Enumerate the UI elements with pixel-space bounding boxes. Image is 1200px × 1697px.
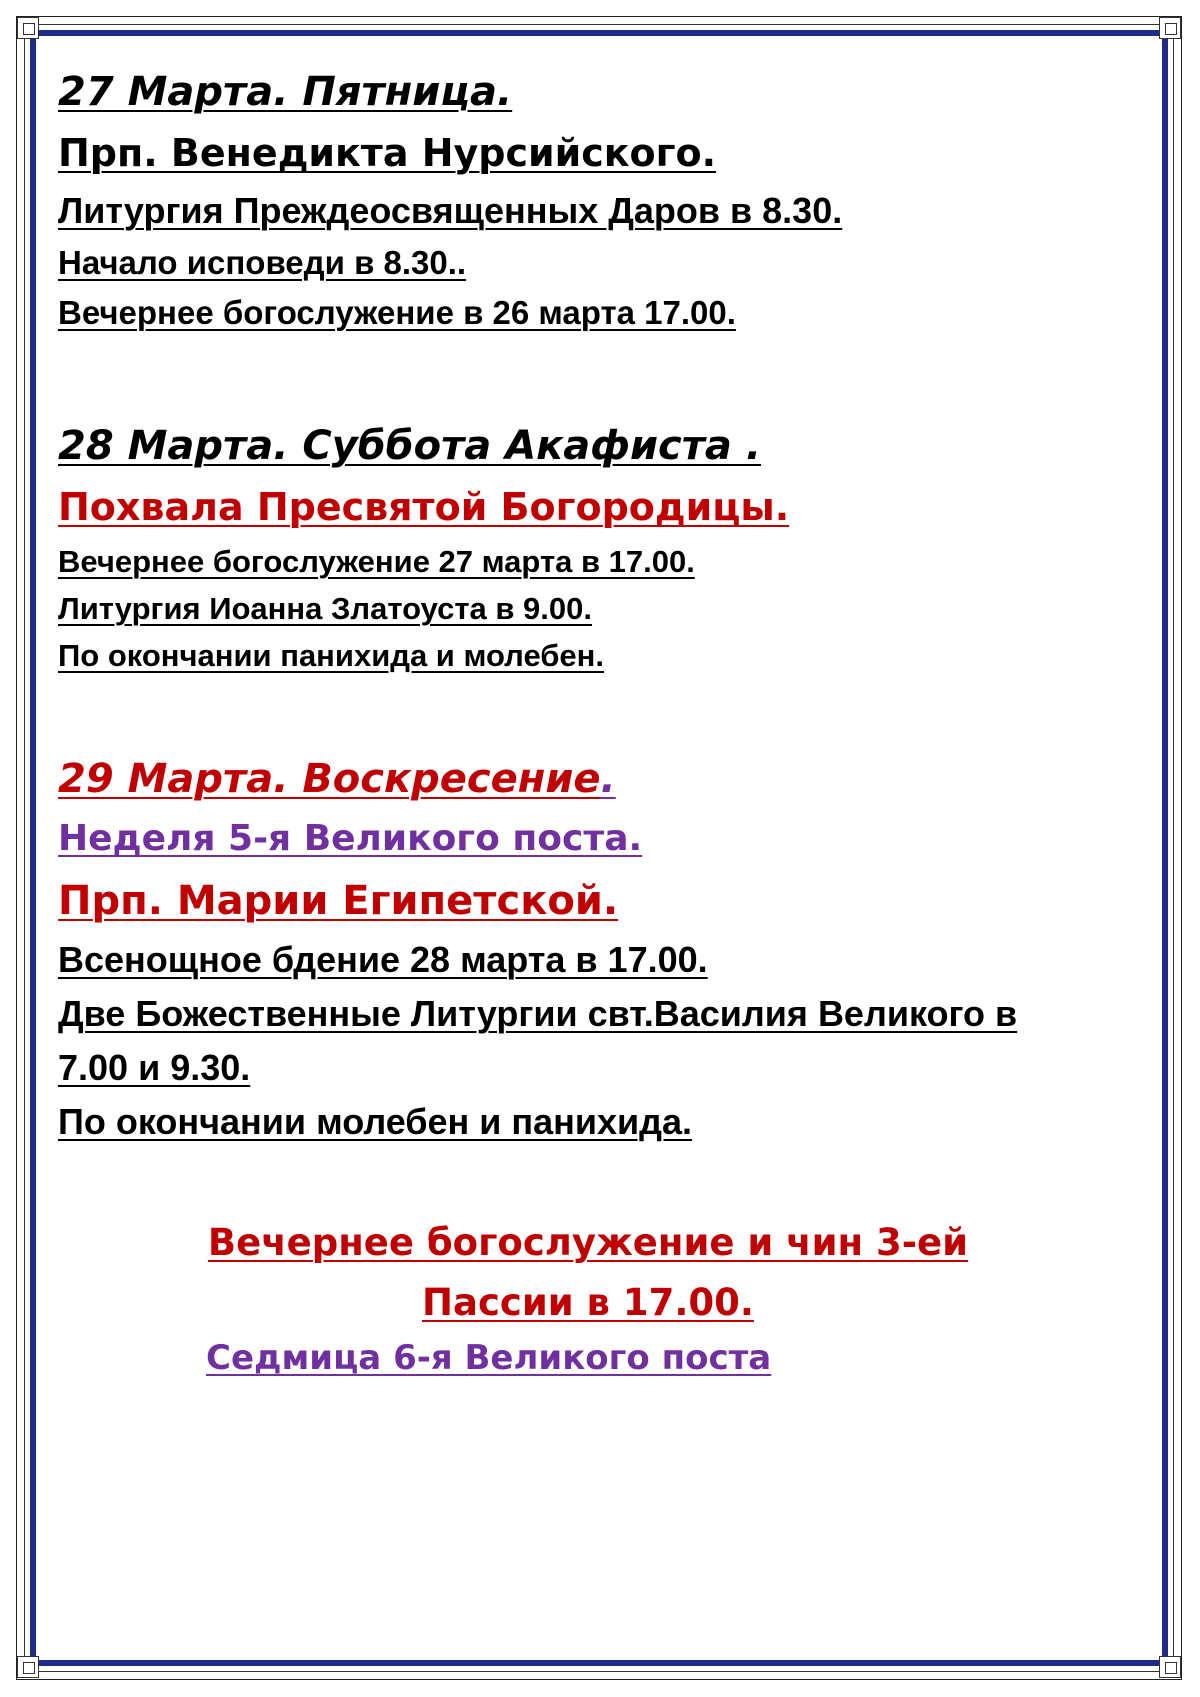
day1-service: Вечернее богослужение в 26 марта 17.00. — [58, 294, 736, 331]
day1-service: Начало исповеди в 8.30.. — [58, 244, 467, 281]
day3-service: 7.00 и 9.30. — [58, 1047, 251, 1088]
day3-service: По окончании молебен и панихида. — [58, 1101, 693, 1142]
day2-service: По окончании панихида и молебен. — [58, 638, 604, 673]
day3-date: 29 Марта. Воскресение. — [58, 756, 616, 802]
day2-feast: Похвала Пресвятой Богородицы. — [58, 485, 790, 529]
day1-service: Литургия Преждеосвященных Даров в 8.30. — [58, 190, 843, 231]
spacer — [58, 338, 1118, 416]
day2-service: Литургия Иоанна Златоуста в 9.00. — [58, 591, 592, 626]
day1-date: 27 Марта. Пятница. — [58, 69, 513, 115]
day2-date: 28 Марта. Суббота Акафиста . — [58, 423, 762, 469]
day3-week: Неделя 5-я Великого поста. — [58, 818, 643, 859]
schedule-content — [58, 62, 1118, 1383]
day3-service: Всенощное бдение 28 марта в 17.00. — [58, 939, 708, 980]
spacer — [58, 679, 1118, 749]
evening-service-line: Пассии в 17.00. — [422, 1281, 754, 1324]
corner-ornament — [17, 17, 39, 39]
corner-ornament — [1159, 1656, 1181, 1678]
corner-ornament — [1159, 17, 1181, 39]
evening-service-line: Вечернее богослужение и чин 3-ей — [207, 1221, 969, 1264]
day2-service: Вечернее богослужение 27 марта в 17.00. — [58, 544, 695, 579]
day3-saint: Прп. Марии Египетской. — [58, 878, 619, 924]
corner-ornament — [17, 1656, 39, 1678]
day1-saint: Прп. Венедикта Нурсийского. — [58, 131, 717, 175]
next-week-title: Седмица 6-я Великого поста — [206, 1338, 772, 1378]
day3-service: Две Божественные Литургии свт.Василия Великого в — [58, 993, 1018, 1034]
spacer — [58, 1149, 1118, 1213]
